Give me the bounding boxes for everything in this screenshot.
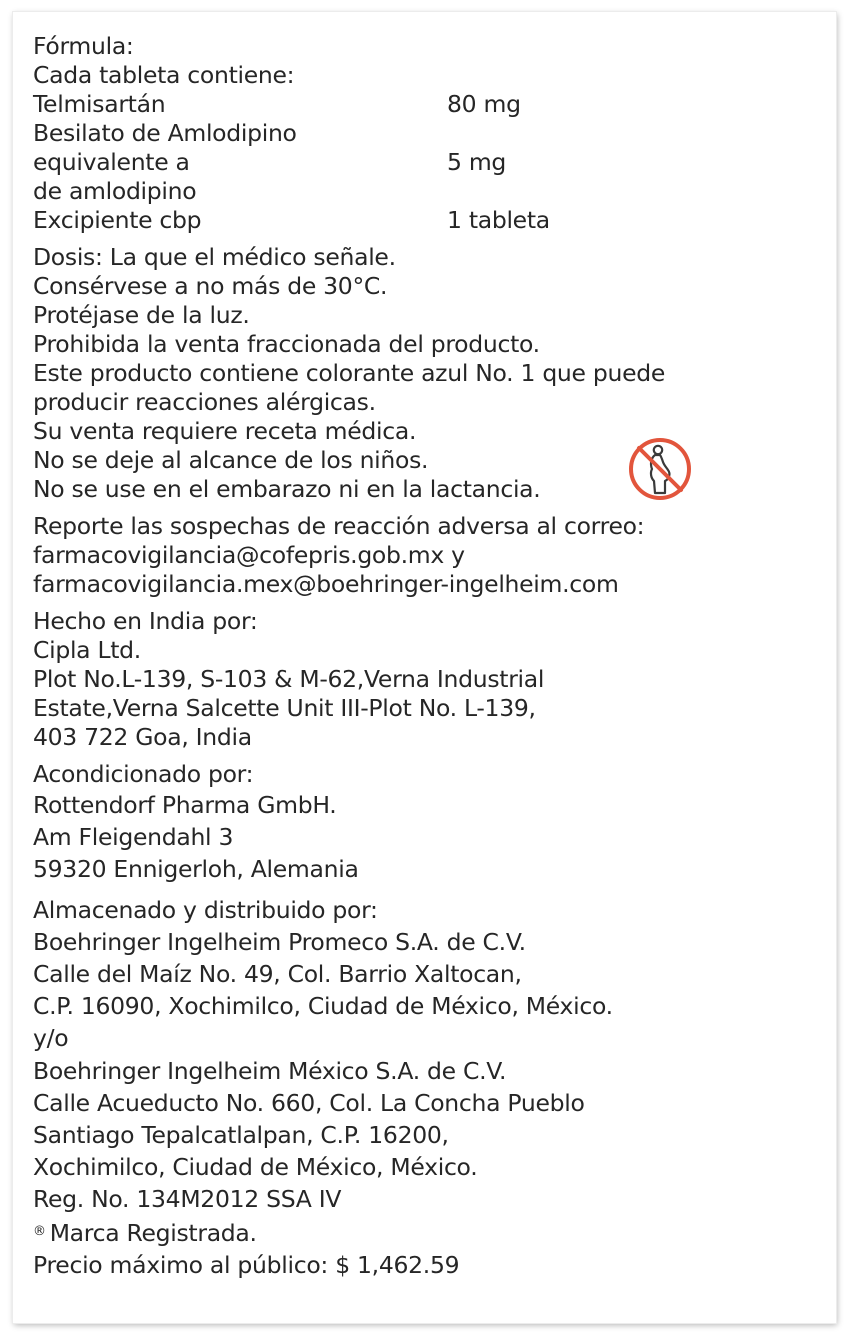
distributor-heading: Almacenado y distribuido por: [33, 895, 378, 924]
report-email-boehringer: farmacovigilancia.mex@boehringer-ingelheim.com [33, 570, 619, 598]
registered-mark: ® [33, 1223, 46, 1239]
trademark-text: Marca Registrada. [49, 1218, 257, 1247]
sale-line: Prohibida la venta fraccionada del producto. [33, 330, 540, 358]
distributor-name-2: Boehringer Ingelheim México S.A. de C.V. [33, 1056, 507, 1085]
registration-number: Reg. No. 134M2012 SSA IV [33, 1185, 342, 1214]
packager-name: Rottendorf Pharma GmbH. [33, 791, 337, 819]
ingredient-name: de amlodipino [33, 177, 197, 205]
manufacturer-name: Cipla Ltd. [33, 636, 141, 664]
distributor-address: Calle del Maíz No. 49, Col. Barrio Xaltocan, [33, 960, 522, 989]
formula-row [33, 119, 816, 148]
trademark-line [33, 1216, 816, 1249]
prescription-line: Su venta requiere receta médica. [33, 417, 417, 445]
report-email-cofepris: farmacovigilancia@cofepris.gob.mx y [33, 541, 465, 569]
manufacturer-heading: Hecho en India por: [33, 607, 258, 635]
light-line: Protéjase de la luz. [33, 301, 250, 329]
ingredient-name: Excipiente cbp [33, 206, 202, 234]
ingredient-name: Telmisartán [33, 90, 166, 118]
manufacturer-address: Plot No.L-139, S-103 & M-62,Verna Industrial [33, 665, 545, 693]
ingredient-amount: 1 tableta [447, 206, 550, 234]
distributor-address-2: Santiago Tepalcatlalpan, C.P. 16200, [33, 1121, 449, 1150]
ingredient-amount: 80 mg [447, 90, 521, 118]
manufacturer-address: Estate,Verna Salcette Unit III-Plot No. L-139, [33, 694, 536, 722]
max-price: Precio máximo al público: $ 1,462.59 [33, 1250, 460, 1279]
dose-line: Dosis: La que el médico señale. [33, 243, 396, 271]
manufacturer-address: 403 722 Goa, India [33, 723, 252, 751]
formula-row [33, 148, 816, 177]
report-line: Reporte las sospechas de reacción adversa al correo: [33, 512, 645, 540]
ingredient-name: equivalente a [33, 148, 190, 176]
formula-row [33, 177, 816, 206]
pregnancy-line: No se use en el embarazo ni en la lactancia. [33, 475, 541, 503]
colorant-line-2: producir reacciones alérgicas. [33, 388, 376, 416]
no-pregnancy-icon [627, 436, 693, 502]
formula-row [33, 90, 816, 119]
packager-address: 59320 Ennigerloh, Alemania [33, 855, 359, 884]
label-card [13, 12, 836, 1323]
children-line: No se deje al alcance de los niños. [33, 446, 429, 474]
packager-heading: Acondicionado por: [33, 760, 254, 788]
distributor-address-2: Calle Acueducto No. 660, Col. La Concha Pueblo [33, 1088, 585, 1117]
packager-address: Am Fleigendahl 3 [33, 823, 234, 852]
label-content [33, 32, 816, 1281]
formula-intro: Cada tableta contiene: [33, 61, 295, 89]
formula-heading: Fórmula: [33, 32, 134, 60]
distributor-name: Boehringer Ingelheim Promeco S.A. de C.V. [33, 927, 526, 956]
distributor-address: C.P. 16090, Xochimilco, Ciudad de México, México. [33, 992, 613, 1021]
formula-row [33, 206, 816, 235]
distributor-address-2: Xochimilco, Ciudad de México, México. [33, 1153, 478, 1182]
ingredient-name: Besilato de Amlodipino [33, 119, 297, 147]
distributor-or: y/o [33, 1024, 69, 1053]
storage-line: Consérvese a no más de 30°C. [33, 272, 388, 300]
ingredient-amount: 5 mg [447, 148, 507, 176]
colorant-line: Este producto contiene colorante azul No. 1 que puede [33, 359, 666, 387]
